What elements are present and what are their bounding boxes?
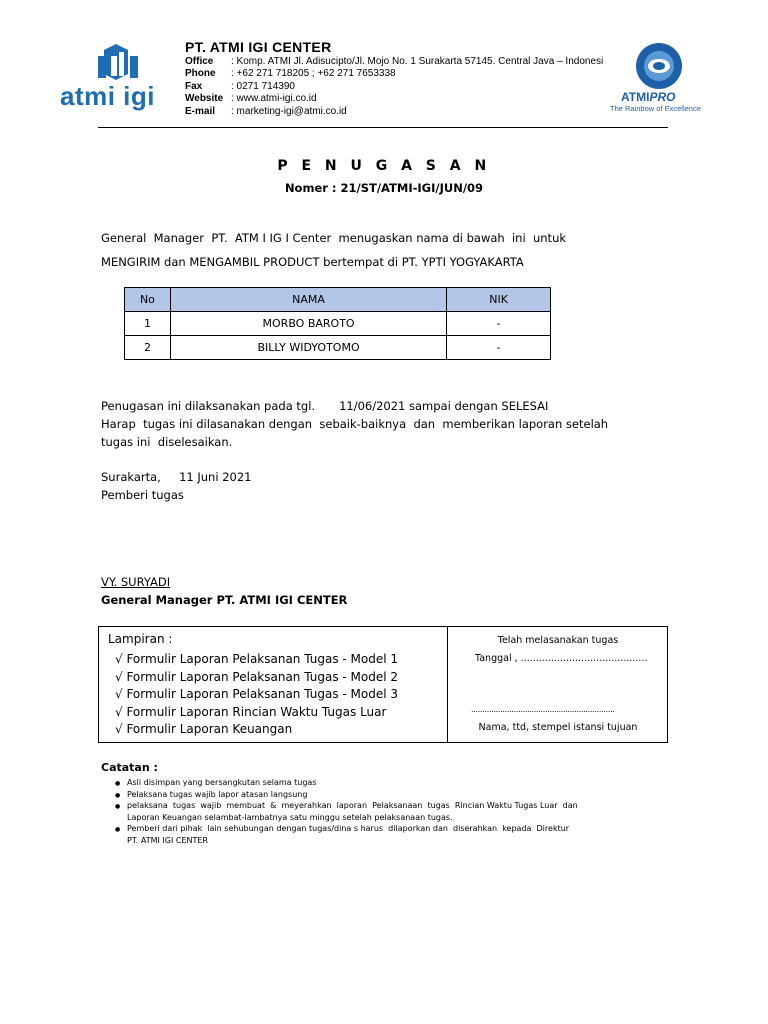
pemberi-tugas: Pemberi tugas: [101, 488, 184, 502]
list-item: √ Formulir Laporan Pelaksanan Tugas - Model 1: [115, 652, 399, 666]
lampiran-list: [99, 627, 448, 742]
contact-block: [185, 56, 603, 118]
list-item: √ Formulir Laporan Rincian Waktu Tugas Luar: [115, 704, 387, 719]
catatan-continuation: Laporan Keuangan selambat-lambatnya satu minggu setelah pelaksanaan tugas.: [127, 812, 453, 822]
catatan-continuation: PT. ATMI IGI CENTER: [127, 835, 208, 845]
list-item: ● pelaksana tugas wajib membuat & meyerahkan laporan Pelaksanaan tugas Rincian Waktu Tugas Luar dan: [127, 800, 601, 812]
tanggal-label: Tanggal , ..........................................: [475, 653, 648, 664]
table-row: [125, 312, 551, 336]
company-name: PT. ATMI IGI CENTER: [185, 39, 332, 55]
lampiran-box: [98, 626, 668, 743]
signature-label: Nama, ttd, stempel istansi tujuan: [478, 722, 638, 733]
contact-email: E-mail : marketing-igi@atmi.co.id: [185, 105, 347, 117]
atmi-igi-logo-text: atmi igi: [60, 81, 156, 111]
list-item: ● Pelaksana tugas wajib lapor atasan langsung: [127, 789, 601, 801]
list-item: ● Asli disimpan yang bersangkutan selama tugas: [127, 777, 601, 789]
atmi-igi-logo: [58, 44, 178, 114]
execution-date: 11/06/2021 sampai dengan SELESAI: [339, 399, 549, 413]
lampiran-heading: Lampiran :: [108, 632, 173, 646]
intro-line-2: MENGIRIM dan MENGAMBIL PRODUCT bertempat di PT. YPTI YOGYAKARTA: [101, 255, 524, 269]
list-item: √ Formulir Laporan Pelaksanan Tugas - Model 2: [115, 669, 399, 684]
cell-nik: -: [447, 336, 551, 360]
staff-table: [124, 287, 551, 360]
signer-title: General Manager PT. ATMI IGI CENTER: [101, 593, 348, 607]
signature-line: ................................................................: [471, 705, 615, 714]
list-item: ● Pemberi dari pihak lain sehubungan dengan tugas/dina s harus dilaporkan dan diserahkan kepada Direktur: [127, 823, 601, 835]
atmipro-brand: ATMIPRO: [621, 90, 676, 104]
cell-nik: -: [447, 312, 551, 336]
contact-fax: Fax : 0271 714390: [185, 80, 295, 92]
atmipro-tagline: The Rainbow of Excellence: [610, 104, 701, 113]
cell-no: 1: [125, 312, 171, 336]
col-header-nama: NAMA: [170, 288, 446, 312]
cell-nama: BILLY WIDYOTOMO: [170, 336, 446, 360]
harap-line-1: Harap tugas ini dilasanakan dengan sebaik-baiknya dan memberikan laporan setelah: [101, 417, 609, 431]
col-header-no: No: [125, 288, 171, 312]
catatan-notes: [101, 777, 601, 846]
header-divider: [98, 127, 668, 128]
list-item: √ Formulir Laporan Pelaksanan Tugas - Model 3: [115, 687, 399, 701]
table-row: [125, 336, 551, 360]
cell-nama: MORBO BAROTO: [170, 312, 446, 336]
col-header-nik: NIK: [447, 288, 551, 312]
contact-office: Office : Komp. ATMI Jl. Adisucipto/Jl. Mojo No. 1 Surakarta 57145. Central Java – Indonesi: [185, 56, 604, 67]
place-date: Surakarta, 11 Juni 2021: [101, 470, 252, 484]
contact-phone: Phone : +62 271 718205 ; +62 271 7653338: [185, 68, 396, 80]
document-title: P E N U G A S A N: [277, 158, 491, 174]
catatan-heading: Catatan :: [101, 761, 158, 774]
atmipro-logo-mark: [604, 42, 714, 94]
harap-line-2: tugas ini diselesaikan.: [101, 435, 233, 449]
atmipro-logo: [604, 42, 714, 122]
contact-website: Website : www.atmi-igi.co.id: [185, 93, 317, 105]
table-header-row: [125, 288, 551, 312]
execution-prefix: Penugasan ini dilaksanakan pada tgl.: [101, 399, 316, 413]
signer-name: VY. SURYADI: [101, 575, 171, 589]
cell-no: 2: [125, 336, 171, 360]
lampiran-items: [115, 651, 398, 739]
done-label: Telah melasanakan tugas: [497, 635, 619, 646]
execution-line: [101, 399, 548, 413]
intro-line-1: General Manager PT. ATM I IG I Center menugaskan nama di bawah ini untuk: [101, 231, 567, 245]
document-number: Nomer : 21/ST/ATMI-IGI/JUN/09: [284, 181, 484, 195]
list-item: √ Formulir Laporan Keuangan: [115, 722, 293, 736]
